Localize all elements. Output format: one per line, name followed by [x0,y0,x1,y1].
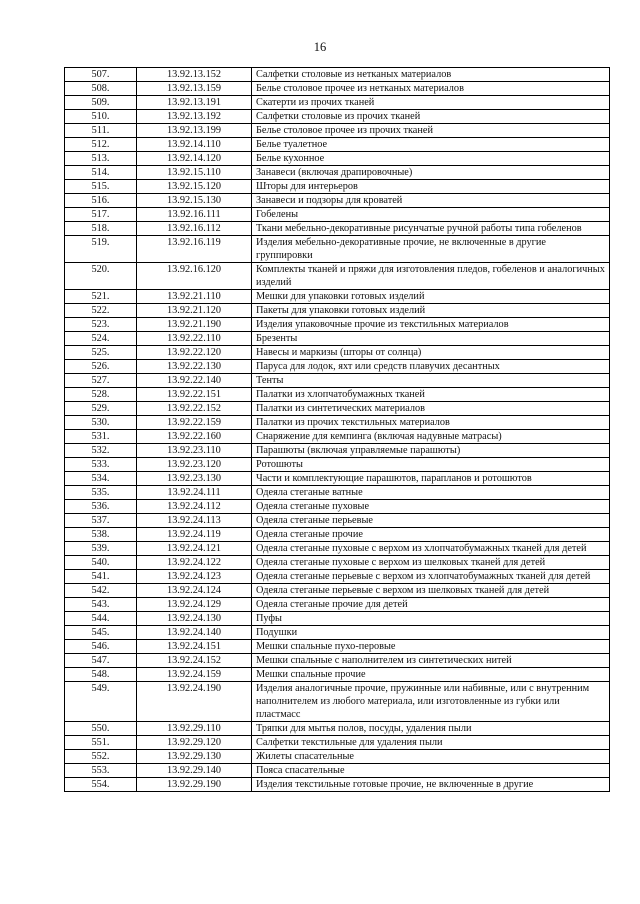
product-name: Тряпки для мытья полов, посуды, удаления пыли [252,722,610,736]
row-number: 511. [65,124,137,138]
product-code: 13.92.24.112 [137,500,252,514]
product-code: 13.92.24.111 [137,486,252,500]
row-number: 538. [65,528,137,542]
table-row [65,764,610,778]
row-number: 531. [65,430,137,444]
row-number: 517. [65,208,137,222]
table-row [65,416,610,430]
product-name: Мешки для упаковки готовых изделий [252,290,610,304]
product-name: Палатки из хлопчатобумажных тканей [252,388,610,402]
product-name: Палатки из синтетических материалов [252,402,610,416]
table-row [65,668,610,682]
table-row [65,458,610,472]
row-number: 544. [65,612,137,626]
row-number: 512. [65,138,137,152]
table-row [65,360,610,374]
table-row [65,110,610,124]
product-code-table [64,67,610,792]
product-code: 13.92.22.152 [137,402,252,416]
table-row [65,598,610,612]
product-name: Изделия аналогичные прочие, пружинные или набивные, или с внутренним наполнителем из любого материала, или изготовленные из губки или пластмасс [252,682,610,722]
product-name: Одеяла стеганые прочие [252,528,610,542]
product-code: 13.92.23.130 [137,472,252,486]
product-code: 13.92.29.140 [137,764,252,778]
row-number: 513. [65,152,137,166]
product-name: Занавеси и подзоры для кроватей [252,194,610,208]
product-code: 13.92.24.123 [137,570,252,584]
product-code: 13.92.22.130 [137,360,252,374]
table-row [65,514,610,528]
product-name: Тенты [252,374,610,388]
table-body [65,68,610,792]
product-name: Одеяла стеганые перьевые с верхом из хлопчатобумажных тканей для детей [252,570,610,584]
product-code: 13.92.14.110 [137,138,252,152]
product-code: 13.92.13.159 [137,82,252,96]
table-row [65,138,610,152]
product-name: Пакеты для упаковки готовых изделий [252,304,610,318]
table-row [65,236,610,263]
table-row [65,722,610,736]
product-name: Мешки спальные с наполнителем из синтетических нитей [252,654,610,668]
product-name: Гобелены [252,208,610,222]
table-row [65,430,610,444]
table-row [65,736,610,750]
table-row [65,778,610,792]
row-number: 510. [65,110,137,124]
table-row [65,472,610,486]
product-name: Комплекты тканей и пряжи для изготовления пледов, гобеленов и аналогичных изделий [252,263,610,290]
product-code: 13.92.24.129 [137,598,252,612]
table-row [65,166,610,180]
product-code: 13.92.24.151 [137,640,252,654]
table-row [65,402,610,416]
table-row [65,332,610,346]
product-code: 13.92.13.152 [137,68,252,82]
product-code: 13.92.29.190 [137,778,252,792]
product-name: Паруса для лодок, яхт или средств плавучих десантных [252,360,610,374]
product-code: 13.92.22.110 [137,332,252,346]
row-number: 540. [65,556,137,570]
product-name: Одеяла стеганые пуховые с верхом из хлопчатобумажных тканей для детей [252,542,610,556]
product-name: Ткани мебельно-декоративные рисунчатые ручной работы типа гобеленов [252,222,610,236]
row-number: 551. [65,736,137,750]
row-number: 533. [65,458,137,472]
table-row [65,612,610,626]
row-number: 534. [65,472,137,486]
table-row [65,626,610,640]
product-code: 13.92.23.110 [137,444,252,458]
product-name: Одеяла стеганые перьевые [252,514,610,528]
product-name: Палатки из прочих текстильных материалов [252,416,610,430]
row-number: 521. [65,290,137,304]
table-row [65,82,610,96]
product-code: 13.92.23.120 [137,458,252,472]
table-row [65,374,610,388]
table-row [65,208,610,222]
product-code: 13.92.24.119 [137,528,252,542]
row-number: 518. [65,222,137,236]
product-name: Одеяла стеганые пуховые с верхом из шелковых тканей для детей [252,556,610,570]
row-number: 535. [65,486,137,500]
product-code: 13.92.16.111 [137,208,252,222]
row-number: 532. [65,444,137,458]
row-number: 553. [65,764,137,778]
product-code: 13.92.24.113 [137,514,252,528]
table-row [65,346,610,360]
row-number: 528. [65,388,137,402]
table-row [65,304,610,318]
product-code: 13.92.29.110 [137,722,252,736]
product-code: 13.92.21.190 [137,318,252,332]
product-code: 13.92.22.151 [137,388,252,402]
product-code: 13.92.15.130 [137,194,252,208]
table-row [65,263,610,290]
product-name: Парашюты (включая управляемые парашюты) [252,444,610,458]
row-number: 539. [65,542,137,556]
row-number: 524. [65,332,137,346]
table-row [65,528,610,542]
product-name: Жилеты спасательные [252,750,610,764]
row-number: 523. [65,318,137,332]
product-name: Ротошюты [252,458,610,472]
product-code: 13.92.22.120 [137,346,252,360]
product-name: Салфетки столовые из нетканых материалов [252,68,610,82]
product-name: Мешки спальные прочие [252,668,610,682]
product-name: Брезенты [252,332,610,346]
product-name: Салфетки текстильные для удаления пыли [252,736,610,750]
row-number: 527. [65,374,137,388]
table-row [65,500,610,514]
product-code: 13.92.22.160 [137,430,252,444]
table-row [65,180,610,194]
table-row [65,222,610,236]
product-code: 13.92.24.122 [137,556,252,570]
table-row [65,750,610,764]
row-number: 554. [65,778,137,792]
row-number: 546. [65,640,137,654]
product-name: Мешки спальные пухо-перовые [252,640,610,654]
product-name: Пояса спасательные [252,764,610,778]
product-code: 13.92.24.121 [137,542,252,556]
product-code: 13.92.22.159 [137,416,252,430]
table-row [65,96,610,110]
product-code: 13.92.16.112 [137,222,252,236]
row-number: 548. [65,668,137,682]
product-code: 13.92.15.110 [137,166,252,180]
row-number: 514. [65,166,137,180]
product-name: Одеяла стеганые прочие для детей [252,598,610,612]
row-number: 547. [65,654,137,668]
product-code: 13.92.24.152 [137,654,252,668]
row-number: 508. [65,82,137,96]
row-number: 522. [65,304,137,318]
row-number: 542. [65,584,137,598]
product-code: 13.92.24.190 [137,682,252,722]
product-name: Части и комплектующие парашютов, парапланов и ротошютов [252,472,610,486]
table-row [65,318,610,332]
row-number: 550. [65,722,137,736]
product-code: 13.92.24.130 [137,612,252,626]
product-name: Одеяла стеганые перьевые с верхом из шелковых тканей для детей [252,584,610,598]
row-number: 519. [65,236,137,263]
page-number: 16 [313,40,327,54]
product-name: Занавеси (включая драпировочные) [252,166,610,180]
row-number: 543. [65,598,137,612]
row-number: 537. [65,514,137,528]
product-name: Одеяла стеганые ватные [252,486,610,500]
row-number: 526. [65,360,137,374]
table-row [65,682,610,722]
row-number: 509. [65,96,137,110]
row-number: 529. [65,402,137,416]
product-name: Изделия текстильные готовые прочие, не включенные в другие [252,778,610,792]
table-row [65,556,610,570]
row-number: 507. [65,68,137,82]
product-name: Шторы для интерьеров [252,180,610,194]
row-number: 549. [65,682,137,722]
product-code: 13.92.21.120 [137,304,252,318]
product-name: Подушки [252,626,610,640]
table-row [65,194,610,208]
product-code: 13.92.13.191 [137,96,252,110]
row-number: 530. [65,416,137,430]
row-number: 520. [65,263,137,290]
product-code: 13.92.13.199 [137,124,252,138]
table-row [65,388,610,402]
product-code: 13.92.24.140 [137,626,252,640]
table-row [65,68,610,82]
product-code: 13.92.24.124 [137,584,252,598]
product-name: Изделия мебельно-декоративные прочие, не включенные в другие группировки [252,236,610,263]
row-number: 536. [65,500,137,514]
row-number: 552. [65,750,137,764]
table-row [65,444,610,458]
product-name: Скатерти из прочих тканей [252,96,610,110]
product-code: 13.92.29.130 [137,750,252,764]
table-row [65,124,610,138]
table-row [65,290,610,304]
table-row [65,570,610,584]
row-number: 545. [65,626,137,640]
row-number: 525. [65,346,137,360]
product-code: 13.92.13.192 [137,110,252,124]
product-name: Белье столовое прочее из нетканых материалов [252,82,610,96]
table-row [65,654,610,668]
product-code: 13.92.22.140 [137,374,252,388]
product-name: Пуфы [252,612,610,626]
product-code: 13.92.29.120 [137,736,252,750]
product-code: 13.92.24.159 [137,668,252,682]
product-name: Салфетки столовые из прочих тканей [252,110,610,124]
table-row [65,640,610,654]
table-row [65,152,610,166]
product-code: 13.92.16.119 [137,236,252,263]
table-row [65,486,610,500]
product-name: Навесы и маркизы (шторы от солнца) [252,346,610,360]
product-name: Снаряжение для кемпинга (включая надувные матрасы) [252,430,610,444]
row-number: 516. [65,194,137,208]
product-code: 13.92.14.120 [137,152,252,166]
product-name: Одеяла стеганые пуховые [252,500,610,514]
product-name: Белье туалетное [252,138,610,152]
row-number: 541. [65,570,137,584]
row-number: 515. [65,180,137,194]
product-name: Изделия упаковочные прочие из текстильных материалов [252,318,610,332]
table-row [65,584,610,598]
product-code: 13.92.21.110 [137,290,252,304]
product-code: 13.92.15.120 [137,180,252,194]
product-name: Белье кухонное [252,152,610,166]
product-name: Белье столовое прочее из прочих тканей [252,124,610,138]
table-row [65,542,610,556]
product-code: 13.92.16.120 [137,263,252,290]
